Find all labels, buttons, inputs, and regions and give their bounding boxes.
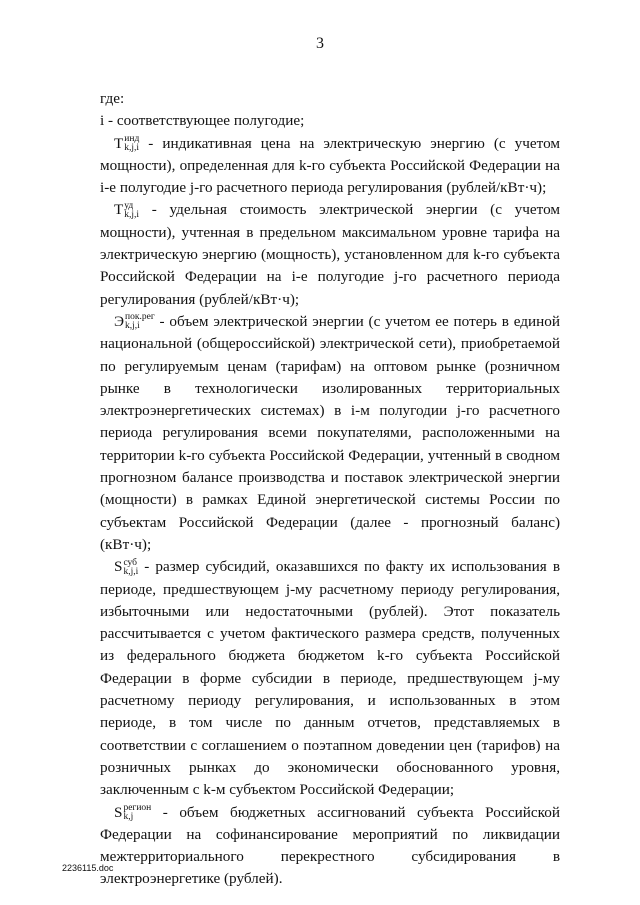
- definition-e-pok-reg: Э пок.рег k,j,i - объем электрической энергии (с учетом ее потерь в единой национальной (общероссийской) электрической сети), приобретаемой по регулируемым ценам (тарифам) на оптовом рынке (розничном рынке в технологически изолированных территориальных электроэнергетических системах) в i-м полугодии j-го расчетного периода регулирования всеми покупателями, расположенными на территории k-го субъекта Российской Федерации, учтенный в сводном прогнозном балансе производства и поставок электрической энергии (мощности) в рамках Единой энергетической системы России по субъектам Российской Федерации (далее - прогнозный баланс) (кВт·ч);: [100, 312, 560, 553]
- symbol-s-sub: S суб k,j,i: [114, 557, 139, 577]
- symbol-s-region: S регион k,j: [114, 803, 152, 823]
- symbol-t-ud: Т уд k,j,i: [114, 201, 140, 220]
- definition-t-ind: Т инд k,j,i - индикативная цена на электрическую энергию (с учетом мощности), определенная для k-го субъекта Российской Федерации на i-е полугодие j-го расчетного периода регулирования (рублей/кВт·ч);: [100, 134, 560, 197]
- where-label: где:: [100, 90, 125, 107]
- definition-s-sub: S суб k,j,i - размер субсидий, оказавшихся по факту их использования в периоде, предшествующем j-му расчетному периоду регулирования, избыточными или недостаточными (рублей). Этот показатель рассчитывается с учетом фактического размера средств, полученных из федерального бюджета бюджетом k-го субъекта Российской Федерации в форме субсидии в периоде, предшествующем j-му расчетному периоду регулирования, и использованных в этом периоде, в том числе по данным отчетов, представляемых в соответствии с соглашением о поэтапном доведении цен (тарифов) на розничных рынках до экономически обоснованного уровня, заключенным с k-м субъектом Российской Федерации;: [100, 557, 560, 799]
- definition-i: i - соответствующее полугодие;: [100, 112, 305, 130]
- page-number: 3: [316, 35, 324, 52]
- symbol-e-pok-reg: Э пок.рег k,j,i: [114, 312, 155, 332]
- definition-t-ud: Т уд k,j,i - удельная стоимость электрической энергии (с учетом мощности), учтенная в предельном максимальном уровне тарифа на электрическую энергию (мощность), установленном для k-го субъекта Российской Федерации на i-е полугодие j-го расчетного периода регулирования (рублей/кВт·ч);: [100, 201, 560, 308]
- document-filename: 2236115.doc: [62, 863, 114, 873]
- symbol-t-ind: Т инд k,j,i: [114, 134, 140, 154]
- document-body: [100, 88, 560, 891]
- definition-s-region: S регион k,j - объем бюджетных ассигнований субъекта Российской Федерации на софинансирование мероприятий по ликвидации межтерриториального перекрестного субсидирования в электроэнергетике (рублей).: [100, 803, 560, 888]
